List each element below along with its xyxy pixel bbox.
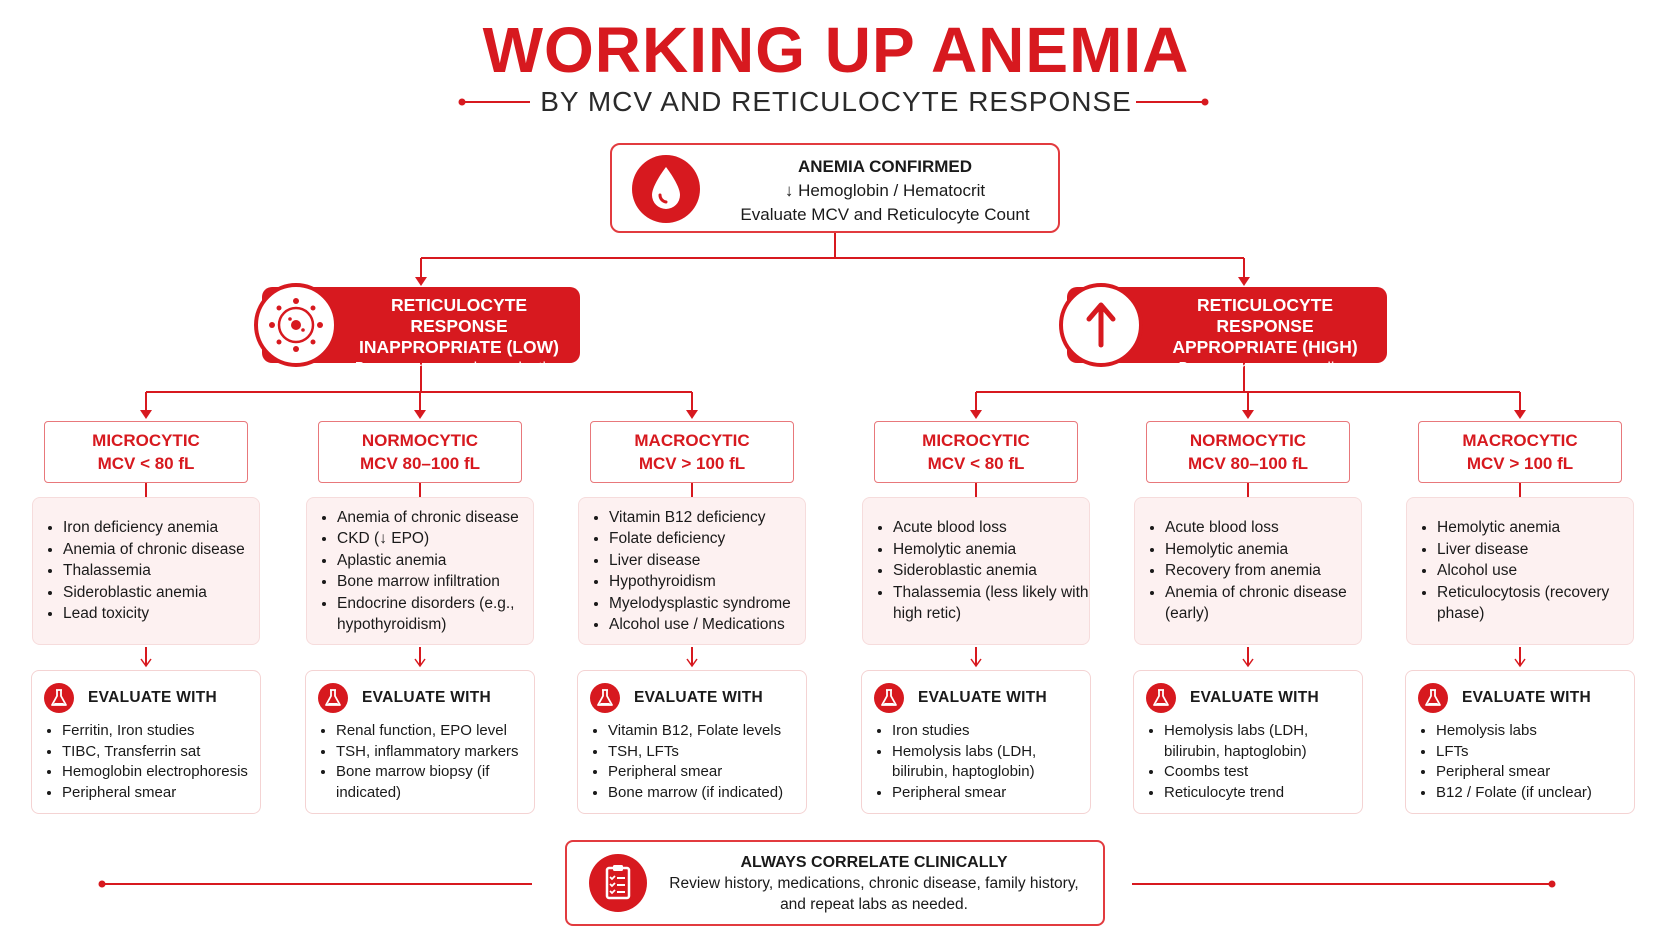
evaluate-with-box (1133, 670, 1363, 814)
mcv-category-name: MACROCYTIC (1462, 431, 1578, 450)
list-item: • Anemia of chronic disease (early) (1165, 582, 1361, 625)
mcv-category-name: MICROCYTIC (92, 431, 200, 450)
list-item: • Thalassemia (63, 560, 245, 582)
differential-list (1407, 517, 1633, 625)
anemia-confirmed-box (610, 143, 1060, 233)
evaluate-list (32, 721, 252, 803)
list-item: • LFTs (1436, 742, 1626, 763)
mcv-category-box (318, 421, 522, 483)
differential-list (1135, 517, 1361, 625)
flask-icon (1418, 683, 1448, 713)
evaluate-title: EVALUATE WITH (1190, 689, 1320, 706)
list-item: • Hemoglobin electrophoresis (62, 762, 252, 783)
differential-list (579, 507, 791, 636)
arrow-to-high (1238, 277, 1250, 286)
flask-icon (318, 683, 348, 713)
evaluate-header (1146, 683, 1319, 713)
retic-low-heading-2: INAPPROPRIATE (LOW) (359, 337, 559, 357)
mcv-category-name: NORMOCYTIC (1189, 431, 1307, 450)
mcv-range: MCV 80–100 fL (1188, 454, 1308, 473)
mcv-range: MCV < 80 fL (97, 454, 195, 473)
evaluate-with-box (305, 670, 535, 814)
list-item: • Hemolytic anemia (1165, 539, 1361, 561)
correlate-clinically-box (565, 840, 1105, 926)
list-item: • Hemolysis labs (LDH, bilirubin, haptoglobin) (892, 742, 1082, 783)
flask-icon (1146, 683, 1176, 713)
mcv-category-box (1146, 421, 1350, 483)
list-item: • Thalassemia (less likely with high retic) (893, 582, 1089, 625)
flask-icon (590, 683, 620, 713)
mcv-range: MCV < 80 fL (927, 454, 1025, 473)
list-item: • Hemolytic anemia (1437, 517, 1633, 539)
evaluate-header (318, 683, 491, 713)
list-item: • Alcohol use / Medications (609, 614, 791, 636)
retic-low-heading-1: RETICULOCYTE RESPONSE (390, 295, 528, 336)
evaluate-title: EVALUATE WITH (362, 689, 492, 706)
list-item: • Reticulocytosis (recovery phase) (1437, 582, 1633, 625)
list-item: • Acute blood loss (893, 517, 1089, 539)
page-subtitle: BY MCV AND RETICULOCYTE RESPONSE (540, 86, 1132, 117)
retic-high-sub: Bone marrow responding (1178, 360, 1352, 377)
retic-low-sub: Bone marrow underproduction (354, 360, 564, 377)
evaluate-list (862, 721, 1082, 803)
list-item: • Ferritin, Iron studies (62, 721, 252, 742)
retic-high-heading-1: RETICULOCYTE RESPONSE (1196, 295, 1334, 336)
retic-high-pill (1067, 287, 1387, 377)
arrow-to-column (970, 410, 982, 419)
mcv-category-box (1418, 421, 1622, 483)
list-item: • Endocrine disorders (e.g., hypothyroidism) (337, 593, 533, 636)
list-item: • Peripheral smear (1436, 762, 1626, 783)
evaluate-title: EVALUATE WITH (918, 689, 1048, 706)
arrow-to-column (1242, 410, 1254, 419)
flask-icon (874, 683, 904, 713)
list-item: • Aplastic anemia (337, 550, 533, 572)
arrow-up-icon (1059, 283, 1143, 367)
list-item: • Alcohol use (1437, 560, 1633, 582)
flask-icon (44, 683, 74, 713)
list-item: • Folate deficiency (609, 528, 791, 550)
mcv-category-box (590, 421, 794, 483)
evaluate-list (1134, 721, 1354, 803)
cell-icon (254, 283, 338, 367)
evaluate-title: EVALUATE WITH (88, 689, 218, 706)
list-item: • Peripheral smear (62, 783, 252, 804)
list-item: • Bone marrow infiltration (337, 571, 533, 593)
mcv-category-name: MACROCYTIC (634, 431, 750, 450)
mcv-range: MCV > 100 fL (1466, 454, 1574, 473)
list-item: • Acute blood loss (1165, 517, 1361, 539)
list-item: • Vitamin B12, Folate levels (608, 721, 798, 742)
list-item: • Bone marrow biopsy (if indicated) (336, 762, 526, 803)
differential-list-box (306, 497, 534, 645)
list-item: • Anemia of chronic disease (63, 539, 245, 561)
list-item: • Lead toxicity (63, 603, 245, 625)
differential-list-box (1406, 497, 1634, 645)
list-item: • Bone marrow (if indicated) (608, 783, 798, 804)
mcv-category-name: MICROCYTIC (922, 431, 1030, 450)
anemia-confirmed-line1: ↓ Hemoglobin / Hematocrit (784, 181, 986, 200)
evaluate-header (590, 683, 763, 713)
list-item: • Liver disease (1437, 539, 1633, 561)
anemia-confirmed-line2: Evaluate MCV and Reticulocyte Count (740, 205, 1030, 224)
list-item: • Iron deficiency anemia (63, 517, 245, 539)
correlate-line1: Review history, medications, chronic disease, family history, (669, 875, 1079, 892)
mcv-category-box (44, 421, 248, 483)
list-item: • Vitamin B12 deficiency (609, 507, 791, 529)
list-item: • Renal function, EPO level (336, 721, 526, 742)
differential-list-box (578, 497, 806, 645)
anemia-confirmed-heading: ANEMIA CONFIRMED (797, 157, 973, 176)
list-item: • CKD (↓ EPO) (337, 528, 533, 550)
list-item: • Peripheral smear (608, 762, 798, 783)
arrow-to-column (140, 410, 152, 419)
retic-high-heading-2: APPROPRIATE (HIGH) (1172, 337, 1358, 357)
list-item: • Liver disease (609, 550, 791, 572)
mcv-range: MCV 80–100 fL (360, 454, 480, 473)
clipboard-icon (589, 854, 647, 912)
arrow-to-column (414, 410, 426, 419)
list-item: • Sideroblastic anemia (63, 582, 245, 604)
evaluate-list (578, 721, 798, 803)
correlate-line2: and repeat labs as needed. (780, 896, 968, 913)
blood-drop-icon (632, 155, 700, 223)
evaluate-title: EVALUATE WITH (1462, 689, 1592, 706)
evaluate-list (1406, 721, 1626, 803)
differential-list-box (1134, 497, 1362, 645)
differential-list (33, 517, 245, 625)
list-item: • Myelodysplastic syndrome (609, 593, 791, 615)
evaluate-header (874, 683, 1047, 713)
differential-list (863, 517, 1089, 625)
list-item: • Sideroblastic anemia (893, 560, 1089, 582)
list-item: • Peripheral smear (892, 783, 1082, 804)
retic-low-pill (262, 287, 580, 377)
list-item: • TSH, LFTs (608, 742, 798, 763)
arrow-to-column (1514, 410, 1526, 419)
differential-list-box (862, 497, 1090, 645)
differential-list-box (32, 497, 260, 645)
list-item: • Hemolytic anemia (893, 539, 1089, 561)
list-item: • TSH, inflammatory markers (336, 742, 526, 763)
page-title: WORKING UP ANEMIA (482, 14, 1190, 86)
correlate-heading: ALWAYS CORRELATE CLINICALLY (740, 854, 1008, 871)
evaluate-list (306, 721, 526, 803)
evaluate-with-box (31, 670, 261, 814)
evaluate-header (1418, 683, 1591, 713)
evaluate-with-box (861, 670, 1091, 814)
list-item: • Iron studies (892, 721, 1082, 742)
mcv-range: MCV > 100 fL (638, 454, 746, 473)
list-item: • Hemolysis labs (LDH, bilirubin, haptoglobin) (1164, 721, 1354, 762)
mcv-category-box (874, 421, 1078, 483)
list-item: • B12 / Folate (if unclear) (1436, 783, 1626, 804)
evaluate-with-box (577, 670, 807, 814)
list-item: • Hemolysis labs (1436, 721, 1626, 742)
mcv-category-name: NORMOCYTIC (361, 431, 479, 450)
evaluate-header (44, 683, 217, 713)
differential-list (307, 507, 533, 636)
arrow-to-column (686, 410, 698, 419)
evaluate-with-box (1405, 670, 1635, 814)
evaluate-title: EVALUATE WITH (634, 689, 764, 706)
list-item: • Recovery from anemia (1165, 560, 1361, 582)
list-item: • Anemia of chronic disease (337, 507, 533, 529)
arrow-to-low (415, 277, 427, 286)
list-item: • Coombs test (1164, 762, 1354, 783)
list-item: • Reticulocyte trend (1164, 783, 1354, 804)
list-item: • TIBC, Transferrin sat (62, 742, 252, 763)
list-item: • Hypothyroidism (609, 571, 791, 593)
